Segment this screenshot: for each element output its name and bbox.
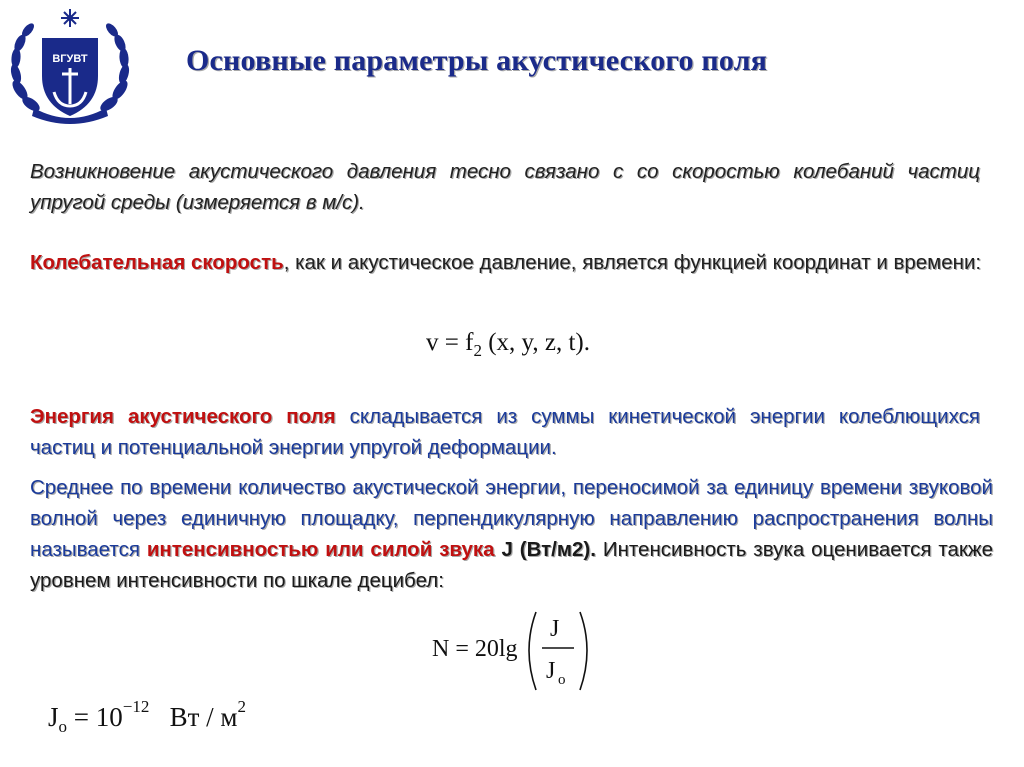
jo-base: J [48, 702, 59, 732]
intensity-term: интенсивностью или силой звука [146, 538, 495, 561]
velocity-formula-subscript: 2 [473, 341, 482, 360]
right-paren-icon [580, 612, 587, 690]
formula-n-denominator-sub: o [558, 672, 566, 688]
intensity-text-2: Интенсивность звука оценивается также уровнем интенсивности по шкале децибел: [30, 538, 994, 592]
intensity-paragraph [30, 472, 993, 596]
energy-paragraph [30, 401, 980, 463]
velocity-formula-left: v = f [426, 329, 474, 356]
formula-n-numerator: J [550, 616, 560, 642]
formula-n-lhs: N = 20lg [432, 636, 518, 662]
intensity-symbol: J (Вт/м2). [501, 538, 596, 561]
page-title: Основные параметры акустического поля [186, 44, 768, 77]
intro-paragraph: Возникновение акустического давления тесно связано с со скоростью колебаний частиц упругой среды (измеряется в м/с). [30, 160, 980, 214]
reference-intensity-formula [48, 697, 246, 737]
logo-text: ВГУВТ [52, 53, 88, 65]
energy-text: складывается из суммы кинетической энергии колеблющихся частиц и потенциальной энергии упругой деформации. [30, 405, 980, 459]
velocity-term: Колебательная скорость [30, 251, 284, 274]
university-logo [6, 4, 134, 128]
jo-sub: o [58, 717, 68, 736]
jo-exp: −12 [122, 697, 150, 716]
left-paren-icon [529, 612, 536, 690]
intensity-level-formula [432, 606, 592, 696]
velocity-formula [426, 329, 590, 361]
logo-emblem-icon [6, 4, 134, 128]
velocity-text: , как и акустическое давление, является функцией координат и времени: [283, 251, 982, 274]
jo-eq: = 10 [67, 702, 123, 732]
formula-n-denominator: J [546, 658, 556, 684]
velocity-formula-right: (x, y, z, t). [488, 329, 591, 356]
velocity-paragraph [30, 247, 986, 278]
jo-units: Вт / м [169, 702, 238, 732]
energy-term: Энергия акустического поля [30, 405, 336, 428]
jo-units-exp: 2 [237, 697, 246, 716]
intensity-text-1: Среднее по времени количество акустической энергии, переносимой за единицу времени звуковой волной через единичную площадку, перпендикулярную направлению распространения волны называется [30, 476, 993, 561]
